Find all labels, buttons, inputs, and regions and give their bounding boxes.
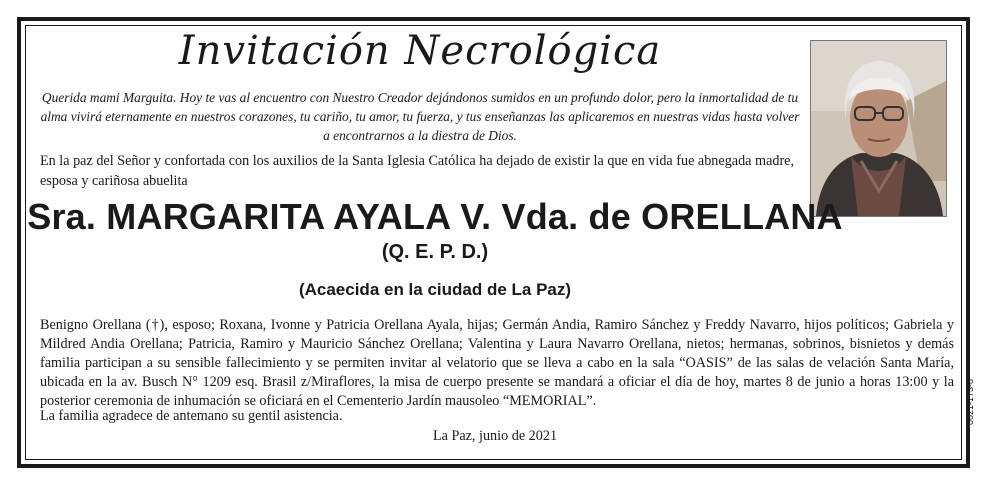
- place-of-death: (Acaecida en la ciudad de La Paz): [298, 280, 572, 299]
- family-text: Benigno Orellana (†), esposo; Roxana, Ivonne y Patricia Orellana Ayala, hijas; Germán Andia, Ramiro Sánchez y Freddy Navarro, hijos políticos; Gabriela y Mildred Andia Orellana; Patricia, Ramiro y Mauricio Sánchez Orellana; Valentina y Laura Navarro Orellana, nietos; hermanas, sobrinos, bisnietos y demás familia participan a su sensible fallecimiento y se permiten invitar al velatorio que se lleva a cabo en la sala “OASIS” de las salas de velación Santa María, ubicada en la av. Busch N° 1209 esq. Brasil z/Miraflores, la misa de cuerpo presente se mandará a oficiar el día de hoy, martes 8 de junio a horas 13:00 y la posterior ceremonia de inhumación se oficiará en el Cementerio Jardín mausoleo “MEMORIAL”.: [40, 317, 954, 409]
- portrait-photo: [810, 40, 947, 217]
- publication-code: 0621-173-8: [965, 378, 975, 425]
- notice-title: Invitación Necrológica: [178, 28, 662, 74]
- qepd-label: (Q. E. P. D.): [381, 241, 489, 263]
- intro-text: En la paz del Señor y confortada con los auxilios de la Santa Iglesia Católica ha dejado de existir la que en vida fue abnegada madre, esposa y cariñosa abuelita: [40, 153, 795, 189]
- dedication-text: Querida mami Marguita. Hoy te vas al encuentro con Nuestro Creador dejándonos sumidos en un profundo dolor, pero la inmortalidad de tu alma vivirá eternamente en nuestros corazones, tu cariño, tu amor, tu fuerza, y tus enseñanzas las aplicaremos en nuestras vidas hasta volver a encontrarnos a la diestra de Dios.: [40, 90, 800, 143]
- deceased-name: Sra. MARGARITA AYALA V. Vda. de ORELLANA: [27, 196, 843, 237]
- place-date: La Paz, junio de 2021: [432, 428, 558, 444]
- closing-text: La familia agradece de antemano su gentil asistencia.: [40, 408, 343, 424]
- portrait-photo-image: [811, 41, 946, 216]
